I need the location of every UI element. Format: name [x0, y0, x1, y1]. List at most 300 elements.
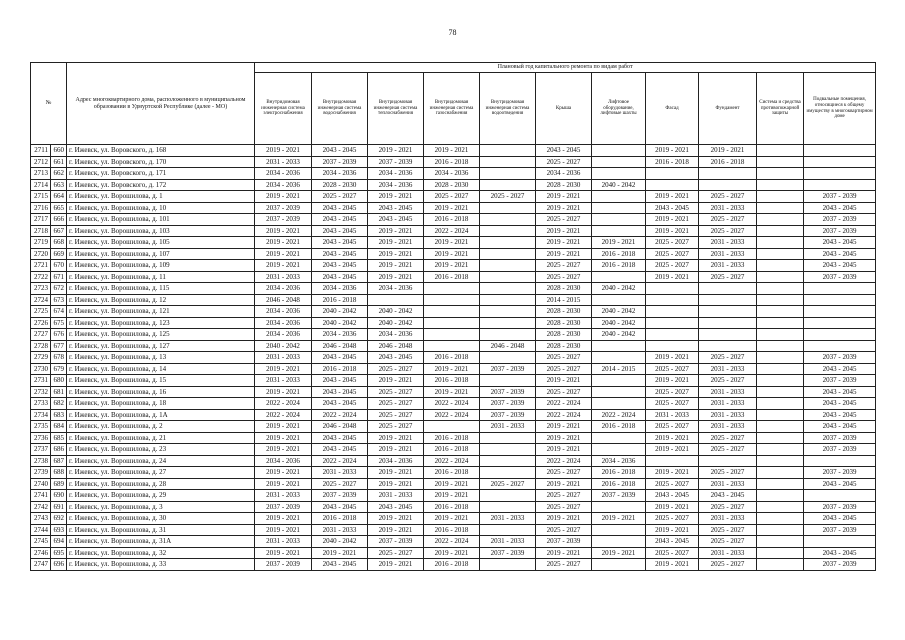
row-address: г. Ижевск, ул. Ворошилова, д. 1А — [67, 409, 255, 421]
row-cell: 2019 - 2021 — [368, 145, 424, 157]
header-plan-group: Плановый год капитального ремонта по видам работ — [255, 63, 876, 73]
row-cell: 2025 - 2027 — [699, 536, 757, 548]
table-row — [31, 444, 876, 456]
row-cell — [804, 168, 876, 180]
row-cell: 2016 - 2018 — [424, 271, 480, 283]
row-cell: 2019 - 2021 — [255, 248, 312, 260]
row-cell — [480, 260, 536, 272]
row-cell: 2016 - 2018 — [592, 478, 646, 490]
row-address: г. Ижевск, ул. Ворошилова, д. 127 — [67, 340, 255, 352]
row-cell — [480, 559, 536, 571]
row-cell — [699, 340, 757, 352]
row-cell — [480, 202, 536, 214]
row-cell — [757, 363, 804, 375]
row-cell — [480, 156, 536, 168]
row-cell — [592, 168, 646, 180]
row-cell: 2037 - 2039 — [480, 547, 536, 559]
row-cell: 2019 - 2021 — [368, 444, 424, 456]
row-mo-number: 671 — [51, 271, 67, 283]
row-cell: 2019 - 2021 — [424, 202, 480, 214]
table-row — [31, 329, 876, 341]
row-cell — [699, 317, 757, 329]
row-cell: 2037 - 2039 — [255, 214, 312, 226]
row-cell — [646, 329, 699, 341]
row-number: 2713 — [31, 168, 51, 180]
table-row — [31, 237, 876, 249]
row-cell — [646, 179, 699, 191]
row-cell: 2031 - 2033 — [699, 547, 757, 559]
row-cell: 2022 - 2024 — [312, 409, 368, 421]
row-cell — [592, 501, 646, 513]
row-mo-number: 683 — [51, 409, 67, 421]
row-cell: 2031 - 2033 — [255, 156, 312, 168]
row-cell: 2043 - 2045 — [804, 513, 876, 525]
row-cell: 2037 - 2039 — [804, 444, 876, 456]
row-cell: 2040 - 2042 — [368, 317, 424, 329]
row-cell: 2019 - 2021 — [312, 547, 368, 559]
row-cell: 2040 - 2042 — [592, 283, 646, 295]
row-mo-number: 666 — [51, 214, 67, 226]
row-mo-number: 691 — [51, 501, 67, 513]
row-cell: 2037 - 2039 — [592, 490, 646, 502]
table-row — [31, 490, 876, 502]
row-number: 2742 — [31, 501, 51, 513]
row-cell: 2019 - 2021 — [536, 432, 592, 444]
row-cell — [592, 214, 646, 226]
row-cell — [646, 294, 699, 306]
row-cell: 2016 - 2018 — [424, 501, 480, 513]
row-cell: 2022 - 2024 — [424, 225, 480, 237]
row-cell — [757, 340, 804, 352]
row-cell: 2019 - 2021 — [368, 478, 424, 490]
row-cell: 2014 - 2015 — [592, 363, 646, 375]
row-cell: 2019 - 2021 — [646, 559, 699, 571]
row-cell: 2028 - 2030 — [536, 283, 592, 295]
row-cell — [757, 191, 804, 203]
row-cell: 2019 - 2021 — [368, 248, 424, 260]
table-row — [31, 271, 876, 283]
row-cell: 2046 - 2048 — [255, 294, 312, 306]
row-address: г. Ижевск, ул. Ворошилова, д. 29 — [67, 490, 255, 502]
row-cell — [699, 306, 757, 318]
row-number: 2712 — [31, 156, 51, 168]
row-cell: 2022 - 2024 — [536, 398, 592, 410]
table-row — [31, 478, 876, 490]
row-cell: 2019 - 2021 — [255, 421, 312, 433]
row-number: 2740 — [31, 478, 51, 490]
table-row — [31, 513, 876, 525]
row-mo-number: 684 — [51, 421, 67, 433]
row-cell: 2019 - 2021 — [646, 501, 699, 513]
row-cell: 2019 - 2021 — [368, 191, 424, 203]
table-row — [31, 467, 876, 479]
row-cell — [757, 283, 804, 295]
row-cell: 2019 - 2021 — [646, 271, 699, 283]
row-cell — [480, 237, 536, 249]
row-cell: 2025 - 2027 — [368, 547, 424, 559]
row-cell: 2028 - 2030 — [536, 306, 592, 318]
row-mo-number: 663 — [51, 179, 67, 191]
row-cell — [757, 248, 804, 260]
row-cell: 2025 - 2027 — [699, 375, 757, 387]
row-cell: 2025 - 2027 — [536, 271, 592, 283]
row-cell: 2022 - 2024 — [424, 455, 480, 467]
row-cell: 2043 - 2045 — [312, 260, 368, 272]
row-cell: 2025 - 2027 — [646, 237, 699, 249]
row-cell: 2037 - 2039 — [480, 398, 536, 410]
row-cell: 2016 - 2018 — [592, 248, 646, 260]
row-cell: 2025 - 2027 — [699, 559, 757, 571]
row-number: 2711 — [31, 145, 51, 157]
row-cell: 2037 - 2039 — [480, 409, 536, 421]
row-cell — [757, 329, 804, 341]
row-cell: 2043 - 2045 — [312, 444, 368, 456]
row-cell — [699, 329, 757, 341]
row-cell — [592, 271, 646, 283]
row-cell: 2031 - 2033 — [699, 386, 757, 398]
row-cell — [699, 179, 757, 191]
row-cell: 2019 - 2021 — [255, 386, 312, 398]
row-cell: 2025 - 2027 — [699, 432, 757, 444]
capital-repair-table — [30, 62, 876, 571]
row-cell: 2034 - 2036 — [255, 317, 312, 329]
row-cell: 2019 - 2021 — [368, 559, 424, 571]
row-cell: 2016 - 2018 — [699, 156, 757, 168]
table-row — [31, 294, 876, 306]
row-cell: 2019 - 2021 — [424, 547, 480, 559]
row-cell: 2037 - 2039 — [368, 536, 424, 548]
row-number: 2719 — [31, 237, 51, 249]
row-cell — [480, 375, 536, 387]
table-row — [31, 260, 876, 272]
row-cell: 2043 - 2045 — [312, 501, 368, 513]
row-cell — [592, 398, 646, 410]
row-mo-number: 694 — [51, 536, 67, 548]
row-cell: 2019 - 2021 — [255, 225, 312, 237]
row-cell: 2019 - 2021 — [646, 145, 699, 157]
row-cell: 2019 - 2021 — [536, 248, 592, 260]
row-address: г. Ижевск, ул. Ворошилова, д. 101 — [67, 214, 255, 226]
row-cell: 2025 - 2027 — [699, 444, 757, 456]
row-cell: 2025 - 2027 — [424, 191, 480, 203]
row-cell: 2022 - 2024 — [255, 409, 312, 421]
row-number: 2720 — [31, 248, 51, 260]
row-cell: 2028 - 2030 — [424, 179, 480, 191]
row-number: 2745 — [31, 536, 51, 548]
row-cell — [646, 317, 699, 329]
row-address: г. Ижевск, ул. Ворошилова, д. 31А — [67, 536, 255, 548]
row-cell — [480, 467, 536, 479]
row-cell: 2031 - 2033 — [699, 248, 757, 260]
row-cell: 2019 - 2021 — [255, 467, 312, 479]
row-cell: 2019 - 2021 — [592, 513, 646, 525]
row-cell — [480, 283, 536, 295]
row-mo-number: 696 — [51, 559, 67, 571]
row-cell: 2019 - 2021 — [646, 214, 699, 226]
row-address: г. Ижевск, ул. Ворошилова, д. 28 — [67, 478, 255, 490]
row-cell: 2016 - 2018 — [424, 559, 480, 571]
row-address: г. Ижевск, ул. Ворошилова, д. 30 — [67, 513, 255, 525]
row-number: 2739 — [31, 467, 51, 479]
table-row — [31, 536, 876, 548]
row-mo-number: 678 — [51, 352, 67, 364]
row-cell: 2025 - 2027 — [646, 363, 699, 375]
row-cell: 2043 - 2045 — [646, 490, 699, 502]
row-cell: 2019 - 2021 — [255, 191, 312, 203]
row-address: г. Ижевск, ул. Ворошилова, д. 105 — [67, 237, 255, 249]
row-cell: 2016 - 2018 — [592, 260, 646, 272]
row-cell: 2016 - 2018 — [592, 467, 646, 479]
row-number: 2724 — [31, 294, 51, 306]
row-cell — [646, 306, 699, 318]
row-address: г. Ижевск, ул. Ворошилова, д. 115 — [67, 283, 255, 295]
row-cell — [480, 168, 536, 180]
table-row — [31, 501, 876, 513]
row-mo-number: 685 — [51, 432, 67, 444]
row-cell — [757, 444, 804, 456]
row-cell — [804, 283, 876, 295]
row-cell — [757, 386, 804, 398]
row-cell — [424, 421, 480, 433]
row-cell: 2019 - 2021 — [699, 145, 757, 157]
row-mo-number: 693 — [51, 524, 67, 536]
row-number: 2746 — [31, 547, 51, 559]
row-number: 2741 — [31, 490, 51, 502]
row-cell: 2025 - 2027 — [646, 248, 699, 260]
row-cell: 2019 - 2021 — [255, 237, 312, 249]
table-row — [31, 248, 876, 260]
row-cell — [424, 329, 480, 341]
table-row — [31, 340, 876, 352]
row-cell: 2016 - 2018 — [424, 467, 480, 479]
row-cell: 2040 - 2042 — [592, 317, 646, 329]
row-cell: 2043 - 2045 — [312, 145, 368, 157]
row-cell: 2025 - 2027 — [536, 156, 592, 168]
row-cell: 2031 - 2033 — [699, 478, 757, 490]
table-row — [31, 191, 876, 203]
row-cell: 2031 - 2033 — [255, 375, 312, 387]
row-cell: 2043 - 2045 — [804, 421, 876, 433]
row-cell: 2016 - 2018 — [312, 294, 368, 306]
row-cell: 2019 - 2021 — [255, 145, 312, 157]
row-cell — [757, 513, 804, 525]
row-cell: 2025 - 2027 — [368, 409, 424, 421]
row-mo-number: 689 — [51, 478, 67, 490]
row-cell: 2019 - 2021 — [368, 432, 424, 444]
row-cell: 2031 - 2033 — [312, 524, 368, 536]
row-cell — [592, 536, 646, 548]
row-address: г. Ижевск, ул. Ворошилова, д. 13 — [67, 352, 255, 364]
table-row — [31, 352, 876, 364]
table-row — [31, 455, 876, 467]
row-cell — [646, 283, 699, 295]
row-cell: 2043 - 2045 — [536, 145, 592, 157]
row-cell — [757, 501, 804, 513]
row-mo-number: 676 — [51, 329, 67, 341]
row-cell — [699, 294, 757, 306]
row-cell: 2031 - 2033 — [646, 409, 699, 421]
row-cell: 2043 - 2045 — [646, 202, 699, 214]
row-cell: 2019 - 2021 — [646, 432, 699, 444]
row-cell: 2028 - 2030 — [536, 179, 592, 191]
row-cell — [757, 225, 804, 237]
row-cell: 2019 - 2021 — [592, 547, 646, 559]
row-cell — [757, 352, 804, 364]
row-cell: 2043 - 2045 — [312, 214, 368, 226]
row-cell: 2025 - 2027 — [536, 260, 592, 272]
row-cell: 2031 - 2033 — [480, 513, 536, 525]
row-cell: 2046 - 2048 — [312, 340, 368, 352]
row-cell: 2031 - 2033 — [699, 202, 757, 214]
row-number: 2747 — [31, 559, 51, 571]
row-cell: 2019 - 2021 — [255, 524, 312, 536]
row-cell — [592, 444, 646, 456]
row-cell: 2037 - 2039 — [804, 214, 876, 226]
row-cell: 2022 - 2024 — [312, 455, 368, 467]
row-cell: 2025 - 2027 — [536, 490, 592, 502]
row-cell: 2016 - 2018 — [424, 432, 480, 444]
row-cell: 2016 - 2018 — [424, 444, 480, 456]
row-cell: 2037 - 2039 — [480, 363, 536, 375]
row-cell — [480, 432, 536, 444]
row-address: г. Ижевск, ул. Ворошилова, д. 121 — [67, 306, 255, 318]
row-address: г. Ижевск, ул. Ворошилова, д. 24 — [67, 455, 255, 467]
row-cell: 2019 - 2021 — [368, 375, 424, 387]
row-mo-number: 667 — [51, 225, 67, 237]
row-cell — [592, 524, 646, 536]
row-cell: 2031 - 2033 — [699, 237, 757, 249]
row-number: 2728 — [31, 340, 51, 352]
row-number: 2730 — [31, 363, 51, 375]
row-cell — [804, 455, 876, 467]
row-number: 2725 — [31, 306, 51, 318]
row-number: 2731 — [31, 375, 51, 387]
row-cell: 2043 - 2045 — [804, 237, 876, 249]
row-cell: 2043 - 2045 — [804, 386, 876, 398]
row-cell: 2016 - 2018 — [424, 375, 480, 387]
row-cell — [757, 214, 804, 226]
row-cell — [757, 490, 804, 502]
row-cell: 2025 - 2027 — [536, 501, 592, 513]
row-cell: 2016 - 2018 — [646, 156, 699, 168]
row-cell: 2043 - 2045 — [368, 352, 424, 364]
row-cell — [480, 444, 536, 456]
row-cell: 2043 - 2045 — [312, 432, 368, 444]
row-cell: 2019 - 2021 — [646, 467, 699, 479]
row-number: 2717 — [31, 214, 51, 226]
row-cell — [424, 294, 480, 306]
row-cell: 2043 - 2045 — [804, 248, 876, 260]
row-address: г. Ижевск, ул. Ворошилова, д. 32 — [67, 547, 255, 559]
row-cell — [757, 306, 804, 318]
row-cell — [699, 168, 757, 180]
row-cell: 2037 - 2039 — [804, 352, 876, 364]
row-cell: 2014 - 2015 — [536, 294, 592, 306]
row-mo-number: 688 — [51, 467, 67, 479]
row-cell — [592, 145, 646, 157]
row-cell: 2019 - 2021 — [424, 363, 480, 375]
row-cell — [757, 536, 804, 548]
row-mo-number: 687 — [51, 455, 67, 467]
row-address: г. Ижевск, ул. Ворошилова, д. 109 — [67, 260, 255, 272]
row-cell: 2025 - 2027 — [699, 271, 757, 283]
row-cell: 2037 - 2039 — [804, 191, 876, 203]
row-cell — [592, 432, 646, 444]
row-cell: 2019 - 2021 — [424, 145, 480, 157]
header-col-2: Внутридомовая инженерная система теплоснабжения — [368, 73, 424, 145]
row-cell: 2040 - 2042 — [592, 179, 646, 191]
row-address: г. Ижевск, ул. Ворошилова, д. 27 — [67, 467, 255, 479]
page-number: 78 — [448, 28, 457, 37]
row-cell: 2019 - 2021 — [536, 225, 592, 237]
row-cell: 2025 - 2027 — [699, 191, 757, 203]
table-row — [31, 375, 876, 387]
row-cell: 2019 - 2021 — [368, 513, 424, 525]
row-cell: 2037 - 2039 — [804, 559, 876, 571]
row-cell — [757, 455, 804, 467]
row-cell — [757, 168, 804, 180]
row-cell: 2022 - 2024 — [424, 536, 480, 548]
row-mo-number: 665 — [51, 202, 67, 214]
row-address: г. Ижевск, ул. Ворошилова, д. 31 — [67, 524, 255, 536]
row-cell — [592, 559, 646, 571]
row-cell: 2034 - 2036 — [255, 179, 312, 191]
row-address: г. Ижевск, ул. Ворошилова, д. 1 — [67, 191, 255, 203]
table-row — [31, 363, 876, 375]
row-cell — [480, 145, 536, 157]
row-cell: 2025 - 2027 — [646, 386, 699, 398]
row-cell: 2037 - 2039 — [255, 559, 312, 571]
row-cell: 2025 - 2027 — [312, 478, 368, 490]
row-cell: 2043 - 2045 — [646, 536, 699, 548]
row-mo-number: 674 — [51, 306, 67, 318]
row-cell: 2031 - 2033 — [699, 260, 757, 272]
row-cell — [757, 202, 804, 214]
row-cell: 2025 - 2027 — [368, 386, 424, 398]
row-mo-number: 662 — [51, 168, 67, 180]
row-address: г. Ижевск, ул. Ворошилова, д. 2 — [67, 421, 255, 433]
row-cell: 2043 - 2045 — [804, 260, 876, 272]
row-mo-number: 681 — [51, 386, 67, 398]
row-cell: 2037 - 2039 — [312, 156, 368, 168]
row-cell: 2022 - 2024 — [255, 398, 312, 410]
row-cell: 2031 - 2033 — [699, 421, 757, 433]
row-cell: 2031 - 2033 — [255, 352, 312, 364]
table-row — [31, 432, 876, 444]
row-cell: 2028 - 2030 — [536, 329, 592, 341]
row-address: г. Ижевск, ул. Ворошилова, д. 12 — [67, 294, 255, 306]
row-cell: 2031 - 2033 — [699, 398, 757, 410]
row-cell: 2019 - 2021 — [424, 490, 480, 502]
header-col-10: Подвальные помещения, относящиеся к общему имуществу в многоквартирном доме — [804, 73, 876, 145]
row-address: г. Ижевск, ул. Ворошилова, д. 107 — [67, 248, 255, 260]
table-row — [31, 421, 876, 433]
row-cell: 2037 - 2039 — [804, 375, 876, 387]
row-cell: 2022 - 2024 — [536, 409, 592, 421]
row-cell: 2040 - 2042 — [592, 306, 646, 318]
row-cell — [646, 340, 699, 352]
row-cell: 2019 - 2021 — [424, 248, 480, 260]
row-cell — [699, 455, 757, 467]
row-cell — [757, 432, 804, 444]
row-cell: 2022 - 2024 — [536, 455, 592, 467]
row-cell — [757, 524, 804, 536]
table-row — [31, 156, 876, 168]
row-cell — [480, 248, 536, 260]
table-row — [31, 398, 876, 410]
row-cell: 2031 - 2033 — [480, 421, 536, 433]
row-cell: 2046 - 2048 — [312, 421, 368, 433]
